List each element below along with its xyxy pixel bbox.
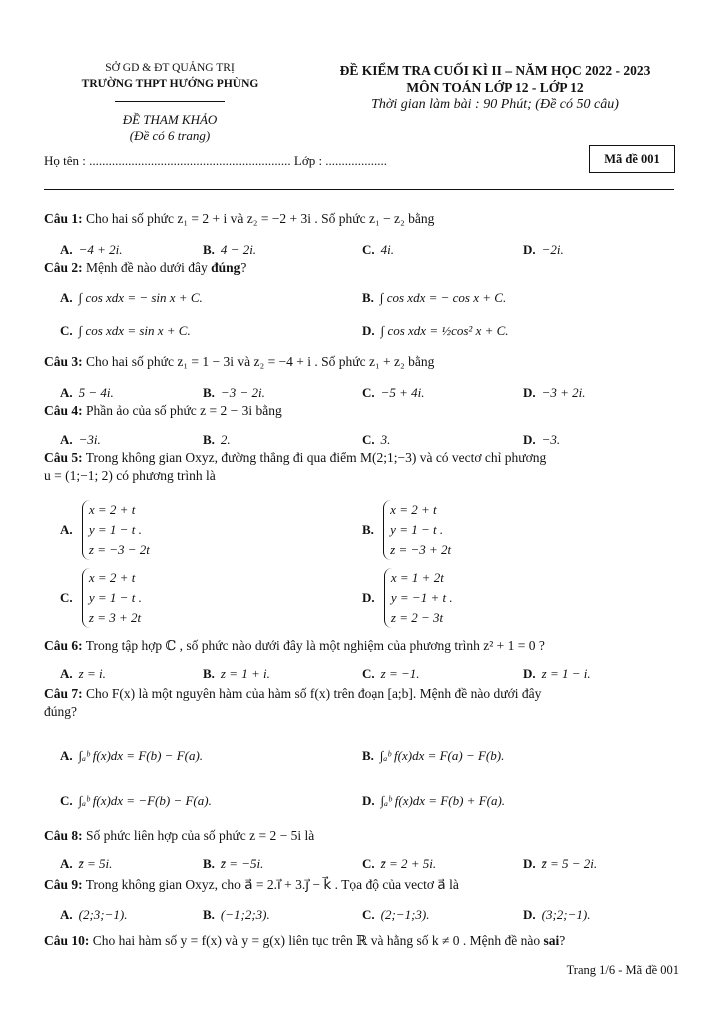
q4-option-a: A. −3i. bbox=[60, 432, 101, 447]
q5-option-d: D. x = 1 + 2t y = −1 + t . z = 2 − 3t bbox=[362, 568, 453, 628]
q8-option-b: B. z̄ = −5i. bbox=[203, 856, 264, 871]
dept-name: SỞ GD & ĐT QUẢNG TRỊ bbox=[105, 62, 235, 74]
exam-title: ĐỀ KIỂM TRA CUỐI KÌ II – NĂM HỌC 2022 - 2023 bbox=[339, 63, 651, 78]
question-text-continued: u = (1;−1; 2) có phương trình là bbox=[44, 468, 216, 483]
q7-option-a: A. ∫ₐᵇ f(x)dx = F(b) − F(a). bbox=[60, 748, 204, 763]
q8-option-d: D. z̄ = 5 − 2i. bbox=[523, 856, 598, 871]
q2-option-a: A. ∫ cos xdx = − sin x + C. bbox=[60, 290, 203, 305]
question-label: Câu 2: bbox=[44, 260, 83, 275]
question-label: Câu 6: bbox=[44, 638, 83, 653]
q1-option-a: A. −4 + 2i. bbox=[60, 242, 123, 257]
q2-option-b: B. ∫ cos xdx = − cos x + C. bbox=[362, 290, 507, 305]
question-text: Trong tập hợp ℂ , số phức nào dưới đây là một nghiệm của phương trình z² + 1 = 0 ? bbox=[85, 638, 545, 653]
question-1 bbox=[44, 210, 677, 228]
student-name-line: Họ tên : .............................................................. Lớp : ................... bbox=[44, 153, 388, 168]
q4-option-d: D. −3. bbox=[523, 432, 561, 447]
question-label: Câu 8: bbox=[44, 828, 83, 843]
page-count: (Đề có 6 trang) bbox=[129, 128, 211, 143]
header-divider bbox=[115, 101, 225, 102]
question-text: Phần ảo của số phức z = 2 − 3i bằng bbox=[86, 403, 282, 418]
q3-option-a: A. 5 − 4i. bbox=[60, 385, 114, 400]
q9-option-c: C. (2;−1;3). bbox=[362, 907, 430, 922]
subject-title: MÔN TOÁN LỚP 12 - LỚP 12 bbox=[406, 80, 584, 95]
question-text: Trong không gian Oxyz, cho a⃗ = 2.i⃗ + 3.j⃗ − k⃗ . Tọa độ của vectơ a⃗ là bbox=[85, 877, 459, 892]
exam-time: Thời gian làm bài : 90 Phút; (Đề có 50 câu) bbox=[371, 97, 619, 112]
q9-option-b: B. (−1;2;3). bbox=[203, 907, 270, 922]
q4-option-b: B. 2. bbox=[203, 432, 231, 447]
question-text: Cho hai số phức z₁ = 2 + i và z₂ = −2 + 3i . Số phức z₁ − z₂ bằng bbox=[86, 211, 435, 226]
question-8 bbox=[44, 827, 677, 845]
question-text-continued: đúng? bbox=[44, 704, 77, 719]
question-text: Trong không gian Oxyz, đường thẳng đi qua điểm M(2;1;−3) và có vectơ chỉ phương bbox=[85, 450, 547, 465]
question-label: Câu 9: bbox=[44, 877, 83, 892]
question-label: Câu 5: bbox=[44, 450, 83, 465]
question-label: Câu 4: bbox=[44, 403, 83, 418]
reference-label: ĐỀ THAM KHẢO bbox=[122, 112, 218, 127]
q8-option-a: A. z̄ = 5i. bbox=[60, 856, 113, 871]
header-rule bbox=[44, 189, 674, 190]
q2-option-d: D. ∫ cos xdx = ½cos² x + C. bbox=[362, 323, 509, 338]
q8-option-c: C. z̄ = 2 + 5i. bbox=[362, 856, 437, 871]
q3-option-d: D. −3 + 2i. bbox=[523, 385, 586, 400]
q7-option-b: B. ∫ₐᵇ f(x)dx = F(a) − F(b). bbox=[362, 748, 505, 763]
q6-option-c: C. z = −1. bbox=[362, 666, 420, 681]
question-3 bbox=[44, 353, 677, 371]
question-7 bbox=[44, 685, 677, 721]
question-label: Câu 7: bbox=[44, 686, 83, 701]
q1-option-d: D. −2i. bbox=[523, 242, 564, 257]
question-text: Cho F(x) là một nguyên hàm của hàm số f(x) trên đoạn [a;b]. Mệnh đề nào dưới đây bbox=[86, 686, 542, 701]
question-text: Cho hai số phức z₁ = 1 − 3i và z₂ = −4 + i . Số phức z₁ + z₂ bằng bbox=[86, 354, 435, 369]
exam-code-box: Mã đề 001 bbox=[589, 145, 675, 173]
q9-option-d: D. (3;2;−1). bbox=[523, 907, 591, 922]
q5-option-a: A. x = 2 + t y = 1 − t . z = −3 − 2t bbox=[60, 500, 150, 560]
question-label: Câu 3: bbox=[44, 354, 83, 369]
q7-option-c: C. ∫ₐᵇ f(x)dx = −F(b) − F(a). bbox=[60, 793, 212, 808]
question-text: Số phức liên hợp của số phức z = 2 − 5i là bbox=[86, 828, 315, 843]
q6-option-b: B. z = 1 + i. bbox=[203, 666, 270, 681]
q1-option-b: B. 4 − 2i. bbox=[203, 242, 257, 257]
question-10: Câu 10: Cho hai hàm số y = f(x) và y = g(x) liên tục trên ℝ và hằng số k ≠ 0 . Mệnh đề nào sai? bbox=[44, 933, 566, 948]
q5-option-b: B. x = 2 + t y = 1 − t . z = −3 + 2t bbox=[362, 500, 451, 560]
question-9 bbox=[44, 876, 677, 894]
q2-option-c: C. ∫ cos xdx = sin x + C. bbox=[60, 323, 191, 338]
q6-option-d: D. z = 1 − i. bbox=[523, 666, 591, 681]
question-label: Câu 10: bbox=[44, 933, 90, 948]
q3-option-b: B. −3 − 2i. bbox=[203, 385, 265, 400]
page-footer: Trang 1/6 - Mã đề 001 bbox=[566, 963, 679, 977]
q6-option-a: A. z = i. bbox=[60, 666, 106, 681]
q1-option-c: C. 4i. bbox=[362, 242, 395, 257]
question-2: Câu 2: Mệnh đề nào dưới đây đúng? bbox=[44, 260, 247, 275]
question-4 bbox=[44, 402, 677, 420]
q7-option-d: D. ∫ₐᵇ f(x)dx = F(b) + F(a). bbox=[362, 793, 506, 808]
q5-option-c: C. x = 2 + t y = 1 − t . z = 3 + 2t bbox=[60, 568, 142, 628]
question-6 bbox=[44, 637, 677, 655]
question-5 bbox=[44, 449, 677, 485]
q3-option-c: C. −5 + 4i. bbox=[362, 385, 425, 400]
question-label: Câu 1: bbox=[44, 211, 83, 226]
school-name: TRƯỜNG THPT HƯỚNG PHÙNG bbox=[81, 78, 259, 90]
q4-option-c: C. 3. bbox=[362, 432, 391, 447]
q9-option-a: A. (2;3;−1). bbox=[60, 907, 128, 922]
